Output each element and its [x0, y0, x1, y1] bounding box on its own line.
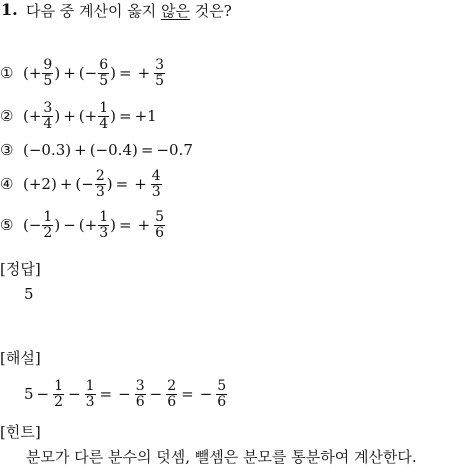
option-expression: [23, 101, 157, 132]
math-text: ): [54, 216, 61, 234]
fraction-denominator: 3: [99, 224, 109, 241]
math-text: =: [115, 175, 129, 193]
option-expression: [23, 210, 166, 241]
option-5[interactable]: [0, 205, 166, 245]
hint-text: 분모가 다른 분수의 덧셈, 뺄셈은 분모를 통분하여 계산한다.: [26, 448, 417, 466]
fraction-denominator: 2: [43, 224, 53, 241]
fraction: [95, 169, 106, 200]
fraction-numerator: 5: [155, 208, 165, 225]
math-text: −: [68, 385, 81, 403]
fraction: [151, 169, 162, 200]
fraction: [53, 379, 64, 410]
answer-label: [정답]: [0, 260, 41, 278]
fraction-numerator: 2: [167, 377, 177, 394]
fraction: [98, 210, 109, 241]
fraction: [135, 379, 146, 410]
math-text: =: [181, 385, 194, 403]
fraction: [42, 101, 53, 132]
math-text: +: [74, 141, 87, 159]
math-text: =: [99, 385, 113, 403]
question-text-underlined: 않은: [161, 2, 190, 20]
math-text: +: [137, 216, 151, 234]
fraction-numerator: 5: [217, 377, 227, 394]
math-text: ): [110, 64, 116, 82]
fraction-numerator: 1: [99, 208, 109, 225]
fraction-numerator: 6: [99, 56, 109, 73]
fraction-numerator: 9: [43, 56, 53, 73]
fraction-denominator: 5: [99, 72, 109, 89]
math-text: −0.7: [156, 141, 193, 159]
fraction-denominator: 5: [43, 72, 53, 89]
question-number: 1.: [1, 0, 18, 19]
math-text: −: [149, 385, 163, 403]
fraction: [85, 379, 96, 410]
solution-expression: [24, 373, 228, 415]
fraction-numerator: 4: [151, 167, 161, 184]
math-text: (−: [23, 216, 42, 234]
math-text: −: [118, 385, 131, 403]
fraction-denominator: 6: [135, 393, 145, 410]
math-text: −: [63, 216, 76, 234]
fraction-numerator: 3: [155, 56, 165, 73]
option-expression: [23, 58, 166, 89]
fraction-numerator: 3: [135, 377, 145, 394]
math-text: (+2): [23, 175, 57, 193]
math-text: (−: [75, 175, 94, 193]
option-marker: ①: [0, 64, 14, 82]
fraction-denominator: 6: [155, 224, 165, 241]
math-text: ): [110, 216, 116, 234]
math-text: +: [137, 64, 151, 82]
math-text: =: [118, 64, 132, 82]
fraction: [154, 58, 165, 89]
fraction: [98, 58, 109, 89]
fraction-denominator: 4: [99, 115, 109, 132]
math-text: =: [118, 216, 132, 234]
fraction-numerator: 1: [85, 377, 95, 394]
math-text: +: [134, 175, 147, 193]
option-marker: ⑤: [0, 216, 14, 234]
math-text: 5: [24, 385, 34, 403]
fraction: [42, 210, 53, 241]
fraction-numerator: 1: [54, 377, 64, 394]
math-text: =: [140, 141, 154, 159]
fraction-denominator: 6: [167, 393, 177, 410]
math-text: (+: [78, 216, 98, 234]
solution-label: [해설]: [0, 349, 41, 367]
math-text: ): [54, 107, 61, 125]
question-text: [26, 0, 232, 21]
option-marker: ③: [0, 141, 14, 159]
fraction-numerator: 1: [43, 208, 53, 225]
math-text: +: [63, 107, 76, 125]
fraction-denominator: 6: [217, 393, 227, 410]
fraction-numerator: 1: [99, 99, 109, 116]
math-text: (−0.3): [23, 141, 72, 159]
fraction: [166, 379, 177, 410]
math-text: +: [59, 175, 73, 193]
option-expression: [23, 141, 193, 159]
math-text: +: [63, 64, 76, 82]
fraction-denominator: 5: [155, 72, 165, 89]
fraction: [42, 58, 53, 89]
math-text: (−0.4): [89, 141, 138, 159]
math-text: (−: [78, 64, 98, 82]
fraction-denominator: 3: [151, 183, 161, 200]
option-marker: ④: [0, 175, 14, 193]
fraction-denominator: 3: [85, 393, 95, 410]
math-text: +1: [134, 107, 157, 125]
fraction-denominator: 4: [43, 115, 53, 132]
question-text-after: 것은?: [189, 2, 232, 20]
fraction: [216, 379, 227, 410]
hint-label: [힌트]: [0, 423, 41, 441]
solution-math: [24, 379, 228, 410]
math-text: ): [110, 107, 116, 125]
fraction: [154, 210, 165, 241]
math-text: (+: [78, 107, 98, 125]
math-text: −: [36, 385, 50, 403]
option-1[interactable]: [0, 53, 166, 93]
option-expression: [23, 169, 163, 200]
math-text: (+: [23, 107, 42, 125]
math-text: (+: [23, 64, 42, 82]
option-marker: ②: [0, 107, 14, 125]
fraction-numerator: 3: [43, 99, 53, 116]
fraction: [98, 101, 109, 132]
math-text: ): [54, 64, 61, 82]
math-text: =: [118, 107, 132, 125]
math-text: −: [199, 385, 213, 403]
answer-value: 5: [24, 285, 34, 303]
fraction-denominator: 2: [54, 393, 64, 410]
option-4[interactable]: [0, 164, 163, 204]
question-text-before: 다음 중 계산이 옳지: [26, 2, 161, 20]
fraction-numerator: 2: [95, 167, 105, 184]
math-text: ): [106, 175, 113, 193]
fraction-denominator: 3: [95, 183, 105, 200]
